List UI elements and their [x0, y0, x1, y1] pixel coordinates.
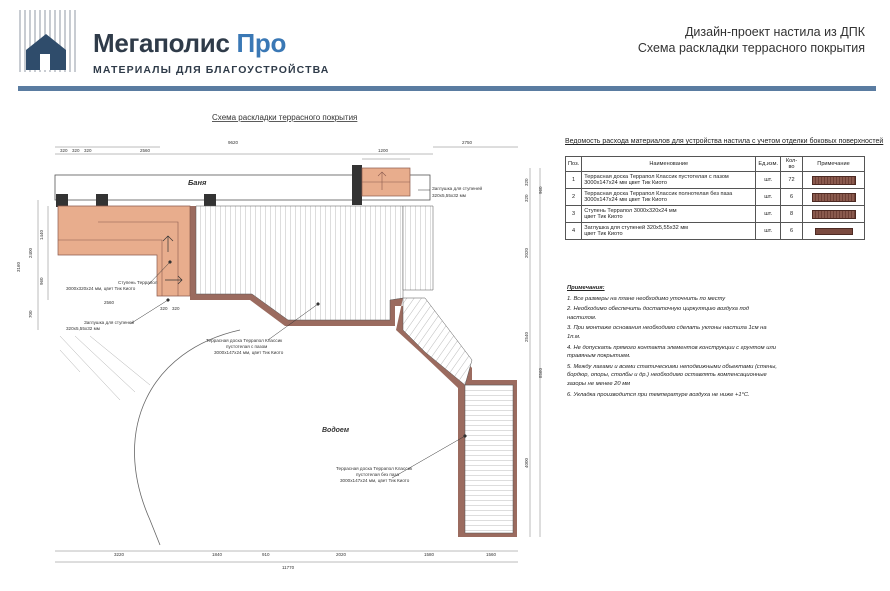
- plug-swatch: [815, 228, 853, 235]
- col-header: Примечание: [803, 157, 865, 172]
- dim-label: 960: [39, 277, 44, 285]
- dim-label: 320: [524, 194, 529, 202]
- dim-label: 1200: [378, 148, 389, 153]
- dim-label: 320: [60, 148, 68, 153]
- dim-label: 320: [172, 306, 180, 311]
- post: [96, 194, 108, 207]
- table-header-row: [566, 157, 865, 172]
- note-item: 6. Укладка производится при температуре воздуха не ниже +1°С.: [567, 391, 750, 398]
- dim-label: 1440: [39, 229, 44, 240]
- dim-label: 960: [538, 186, 543, 194]
- dim-label: 320: [160, 306, 168, 311]
- svg-text:3000х147х24 мм, цвет Тик Киото: 3000х147х24 мм, цвет Тик Киото: [340, 478, 410, 483]
- svg-text:Террасная доска Террапол Класс: Террасная доска Террапол Классик: [336, 466, 413, 471]
- svg-text:3000х320х24 мм, цвет Тик Киото: 3000х320х24 мм, цвет Тик Киото: [66, 286, 136, 291]
- dim-label: 4000: [524, 457, 529, 468]
- main-deck-boards: [403, 206, 433, 290]
- post: [352, 165, 362, 205]
- dim-label: 700: [28, 310, 33, 318]
- note-item: 4. Не допускать прямого контакта элементов конструкции с грунтом или травяным покрытием.: [567, 344, 776, 360]
- page-title-line-2: Схема раскладки террасного покрытия: [637, 41, 865, 55]
- col-header: Ед.изм.: [756, 157, 781, 172]
- logo-title: Мегаполис Про: [93, 28, 287, 58]
- dim-label: 2560: [140, 148, 151, 153]
- bath-label: Баня: [188, 178, 207, 187]
- post: [56, 194, 68, 207]
- callout-board-nogroove: [336, 466, 413, 483]
- dim-label: 2400: [28, 247, 33, 258]
- svg-text:пустотелая с пазом: пустотелая с пазом: [226, 344, 268, 349]
- svg-text:Ступень Террапол: Ступень Террапол: [118, 280, 158, 285]
- header-divider: [18, 86, 876, 91]
- callout-board-groove: [206, 338, 284, 355]
- post: [204, 194, 216, 207]
- board-swatch: [812, 193, 856, 202]
- table-row: 4 Заглушка для ступеней 320х5,55х32 мм цвет Тик Киото шт. 6: [566, 223, 865, 240]
- note-item: 5. Между лагами и всеми статическими неподвижными объектами (стены, бордюр, опоры, столбы и др.) необходимо оставлять компенсационные зазоры не менее 20 мм: [567, 363, 777, 387]
- pond-label: Водоем: [322, 427, 350, 434]
- note-item: 1. Все размеры на плане необходимо уточнить по месту: [567, 295, 726, 302]
- pond-edge: [134, 330, 240, 545]
- logo-subtitle: МАТЕРИАЛЫ ДЛЯ БЛАГОУСТРОЙСТВА: [93, 64, 330, 76]
- ground-hatching: [60, 336, 150, 400]
- dim-label: 9620: [228, 140, 239, 145]
- dim-label: 3160: [16, 261, 21, 272]
- dim-label: 2540: [524, 331, 529, 342]
- svg-text:Заглушка для ступеней: Заглушка для ступеней: [84, 320, 135, 325]
- callout-plug-right: [432, 185, 483, 198]
- materials-title: Ведомость расхода материалов для устройства настила с учетом отделки боковых поверхностей: [565, 138, 884, 145]
- dim-label: 8560: [538, 367, 543, 378]
- dim-label: 320: [524, 178, 529, 186]
- svg-text:320х5,55х32 мм: 320х5,55х32 мм: [66, 326, 100, 331]
- lower-walkway: [465, 385, 513, 533]
- note-item: 3. При монтаже основания необходимо сделать уклоны настила 1см на 1п.м.: [567, 325, 767, 340]
- dim-label: 910: [262, 552, 270, 557]
- board-swatch: [812, 210, 856, 219]
- logo-house-icon: [18, 8, 80, 72]
- table-row: 1 Террасная доска Террапол Классик пустотелая с пазом 3000х147х24 мм цвет Тик Киото шт. 72: [566, 172, 865, 189]
- dim-label: 2020: [524, 247, 529, 258]
- notes-block: [567, 284, 777, 401]
- dim-label: 320: [72, 148, 80, 153]
- col-header: Наименование: [582, 157, 756, 172]
- dim-label: 2750: [462, 140, 473, 145]
- svg-text:Террасная доска Террапол Класс: Террасная доска Террапол Классик: [206, 338, 283, 343]
- svg-text:320х5,55х32 мм: 320х5,55х32 мм: [432, 193, 466, 198]
- dim-label: 320: [84, 148, 92, 153]
- main-deck-boards: [196, 206, 403, 320]
- dim-label: 3220: [114, 552, 125, 557]
- drawing-title: Схема раскладки террасного покрытия: [212, 113, 358, 122]
- col-header: Кол-во: [781, 157, 803, 172]
- dim-label: 1580: [424, 552, 435, 557]
- table-row: 3 Ступень Террапол 3000х320х24 мм цвет Тик Киото шт. 8: [566, 206, 865, 223]
- dim-label: 1560: [486, 552, 497, 557]
- svg-text:пустотелая без паза: пустотелая без паза: [356, 472, 400, 477]
- materials-table: [565, 156, 865, 240]
- dim-label: 11770: [282, 565, 295, 570]
- dim-label: 2560: [104, 300, 115, 305]
- svg-text:3000х147х24 мм, цвет Тик Киото: 3000х147х24 мм, цвет Тик Киото: [214, 350, 284, 355]
- svg-text:Заглушка для ступеней: Заглушка для ступеней: [432, 186, 483, 191]
- dim-label: 2020: [336, 552, 347, 557]
- note-item: 2. Необходимо обеспечить достаточную циркуляцию воздуха под настилом.: [567, 306, 750, 321]
- callout-step: [66, 280, 158, 291]
- table-row: 2 Террасная доска Террапол Классик полнотелая без паза 3000х147х24 мм цвет Тик Киото шт. 6: [566, 189, 865, 206]
- page-header: [0, 0, 890, 92]
- col-header: Поз.: [566, 157, 582, 172]
- callout-plug-left: [66, 319, 135, 331]
- page-title-line-1: Дизайн-проект настила из ДПК: [684, 25, 865, 39]
- dim-label: 1840: [212, 552, 223, 557]
- board-swatch: [812, 176, 856, 185]
- page-title: [638, 24, 865, 56]
- notes-title: Примечания:: [567, 285, 605, 291]
- terrace-plan-svg: [0, 100, 560, 591]
